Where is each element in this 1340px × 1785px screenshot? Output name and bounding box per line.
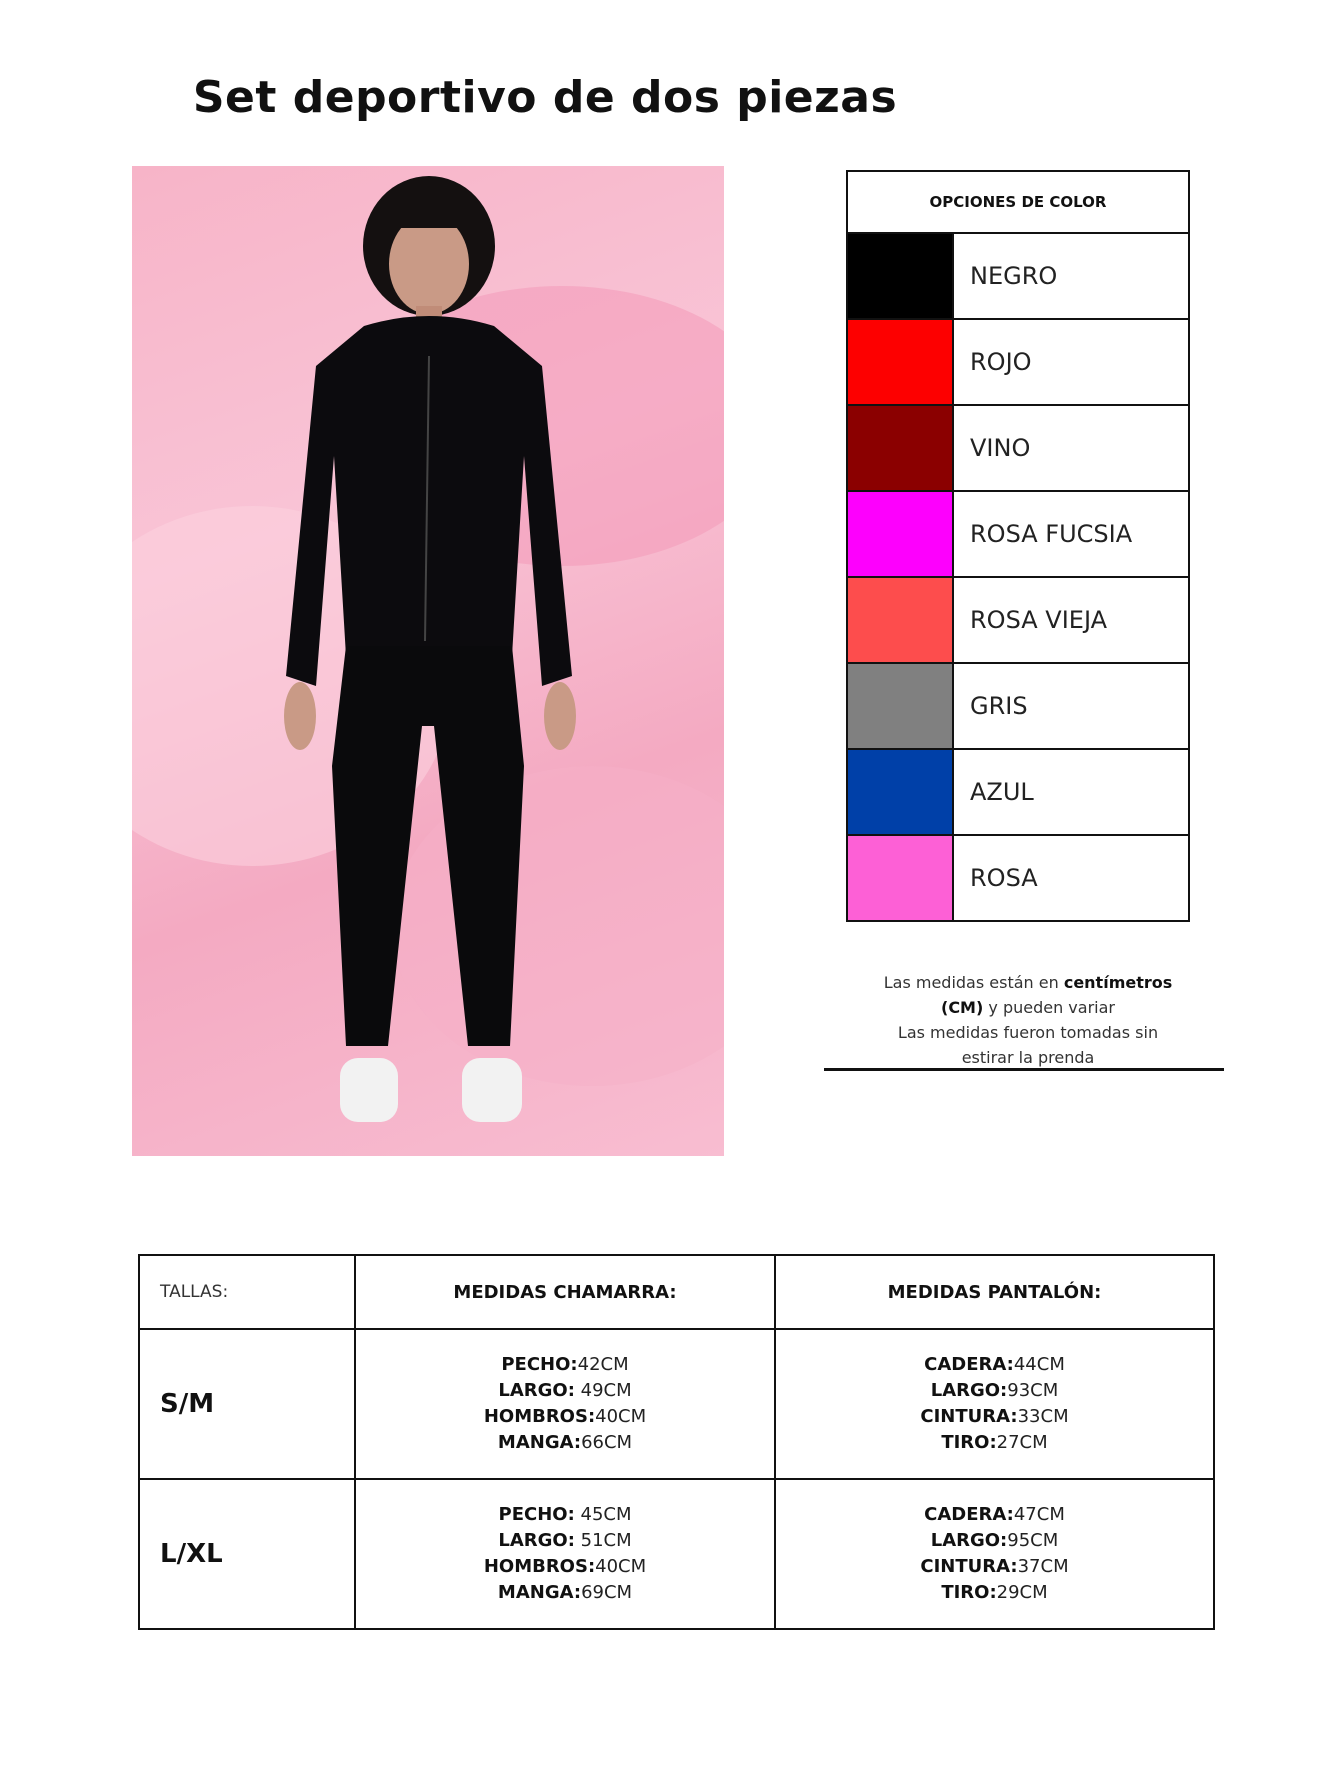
color-option-row [848, 578, 1188, 664]
measurement-line: MANGA:66CM [497, 1432, 633, 1453]
color-name: AZUL [970, 778, 1034, 806]
color-option-row [848, 492, 1188, 578]
color-name: ROSA [970, 864, 1038, 892]
size-label: L/XL [139, 1479, 355, 1629]
color-option-row [848, 320, 1188, 406]
measurement-line: CINTURA:37CM [920, 1556, 1069, 1577]
color-options-header: OPCIONES DE COLOR [848, 172, 1188, 234]
color-name: ROJO [970, 348, 1032, 376]
pants-measurements [775, 1479, 1214, 1629]
model-illustration [132, 166, 724, 1156]
color-name: GRIS [970, 692, 1028, 720]
measurement-line: LARGO: 49CM [498, 1380, 632, 1401]
header-sizes: TALLAS: [139, 1255, 355, 1329]
measurement-line: LARGO:95CM [930, 1530, 1059, 1551]
measurement-line: MANGA:69CM [497, 1582, 633, 1603]
color-name: NEGRO [970, 262, 1058, 290]
note-divider [824, 1068, 1224, 1071]
size-label: S/M [139, 1329, 355, 1479]
measurement-line: HOMBROS:40CM [483, 1556, 647, 1577]
table-row [139, 1329, 1214, 1479]
color-option-row [848, 836, 1188, 920]
color-options-table [846, 170, 1190, 922]
color-swatch [848, 578, 954, 662]
color-option-row [848, 406, 1188, 492]
color-swatch [848, 492, 954, 576]
color-swatch [848, 664, 954, 748]
color-name: ROSA FUCSIA [970, 520, 1133, 548]
header-jacket: MEDIDAS CHAMARRA: [355, 1255, 775, 1329]
table-row [139, 1479, 1214, 1629]
color-name: ROSA VIEJA [970, 606, 1108, 634]
jacket-measurements [355, 1329, 775, 1479]
color-swatch [848, 750, 954, 834]
jacket-measurements [355, 1479, 775, 1629]
header-pants: MEDIDAS PANTALÓN: [775, 1255, 1214, 1329]
page-title: Set deportivo de dos piezas [192, 72, 898, 123]
color-swatch [848, 406, 954, 490]
measurement-line: CADERA:44CM [924, 1354, 1065, 1375]
color-swatch [848, 836, 954, 920]
color-option-row [848, 750, 1188, 836]
measurement-line: CADERA:47CM [924, 1504, 1065, 1525]
measurement-line: TIRO:27CM [941, 1432, 1048, 1453]
color-name: VINO [970, 434, 1031, 462]
measurement-line: PECHO: 45CM [498, 1504, 632, 1525]
measurement-line: LARGO: 51CM [498, 1530, 632, 1551]
pants-measurements [775, 1329, 1214, 1479]
measurement-line: TIRO:29CM [941, 1582, 1048, 1603]
size-chart-header [139, 1255, 1214, 1329]
measurement-line: CINTURA:33CM [920, 1406, 1069, 1427]
size-chart [138, 1254, 1215, 1630]
measurement-line: HOMBROS:40CM [483, 1406, 647, 1427]
color-option-row [848, 664, 1188, 750]
measurement-note: Las medidas están en centímetros (CM) y pueden variar Las medidas fueron tomadas sin estirar la prenda [883, 973, 1173, 1067]
color-swatch [848, 234, 954, 318]
product-photo [132, 166, 724, 1156]
measurement-line: LARGO:93CM [930, 1380, 1059, 1401]
measurement-line: PECHO:42CM [501, 1354, 629, 1375]
color-swatch [848, 320, 954, 404]
color-option-row [848, 234, 1188, 320]
